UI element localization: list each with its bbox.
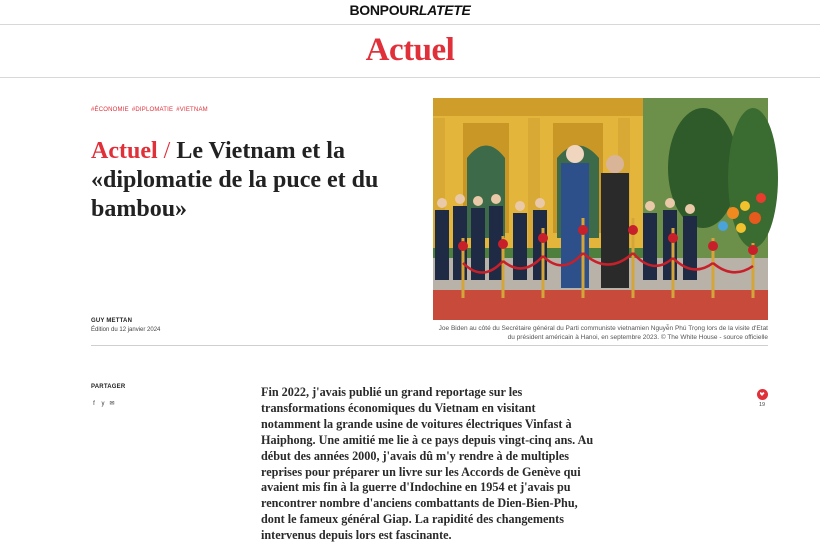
headline-separator: / xyxy=(163,138,171,164)
headline-kicker[interactable]: Actuel xyxy=(91,138,158,164)
facebook-icon[interactable]: f xyxy=(93,401,95,407)
section-header xyxy=(0,25,820,78)
logo-text-part1: BONPOUR xyxy=(349,2,419,18)
headline-title: Le Vietnam et la «diplomatie de la puce et du bambou» xyxy=(91,138,379,222)
heart-icon xyxy=(757,389,768,400)
tag-diplomatie[interactable]: #DIPLOMATIE xyxy=(131,107,174,113)
email-icon[interactable]: ✉ xyxy=(109,401,115,407)
tag-vietnam[interactable]: #VIETNAM xyxy=(176,107,208,113)
photo-caption: Joe Biden au côté du Secrétaire général du Parti communiste vietnamien Nguyễn Phú Trọng lors de la visite d'Etat du président américain à Hanoi, en septembre 2023. © The White House - source officielle xyxy=(438,325,768,341)
header-divider xyxy=(91,345,768,346)
article-body-paragraph: Fin 2022, j'avais publié un grand reportage sur les transformations économiques du Vietnam en visitant notamment la grande usine de voitures électriques Vinfast à Haiphong. Une amitié me lie à ce pays depuis vingt-cinq ans. Au début des années 2000, j'avais dû m'y rendre à de multiples reprises pour préparer un livre sur les Accords de Genève qui avaient mis fin à la guerre d'Indochine en 1954 et j'avais pu rencontrer nombre d'anciens combattants de Dien-Bien-Phu, dont le fameux général Giap. La rapidité des changements intervenus depuis lors est fascinante. xyxy=(261,385,594,543)
author-name[interactable]: GUY METTAN xyxy=(91,318,133,324)
article-headline xyxy=(91,137,411,224)
share-label: PARTAGER xyxy=(91,384,126,390)
article-tags xyxy=(91,107,211,113)
tag-economie[interactable]: #ÉCONOMIE xyxy=(91,107,129,113)
site-logo[interactable] xyxy=(0,2,820,18)
like-count: 19 xyxy=(758,402,766,408)
ceremony-photo-illustration xyxy=(433,98,768,320)
section-title[interactable]: Actuel xyxy=(365,32,455,68)
twitter-icon[interactable]: y xyxy=(101,401,105,407)
logo-text-part2: LATETE xyxy=(418,2,471,18)
edition-date: Édition du 12 janvier 2024 xyxy=(91,327,161,333)
article-photo xyxy=(433,98,768,320)
share-buttons xyxy=(91,401,115,407)
like-button[interactable] xyxy=(755,389,769,408)
top-bar xyxy=(0,0,820,25)
